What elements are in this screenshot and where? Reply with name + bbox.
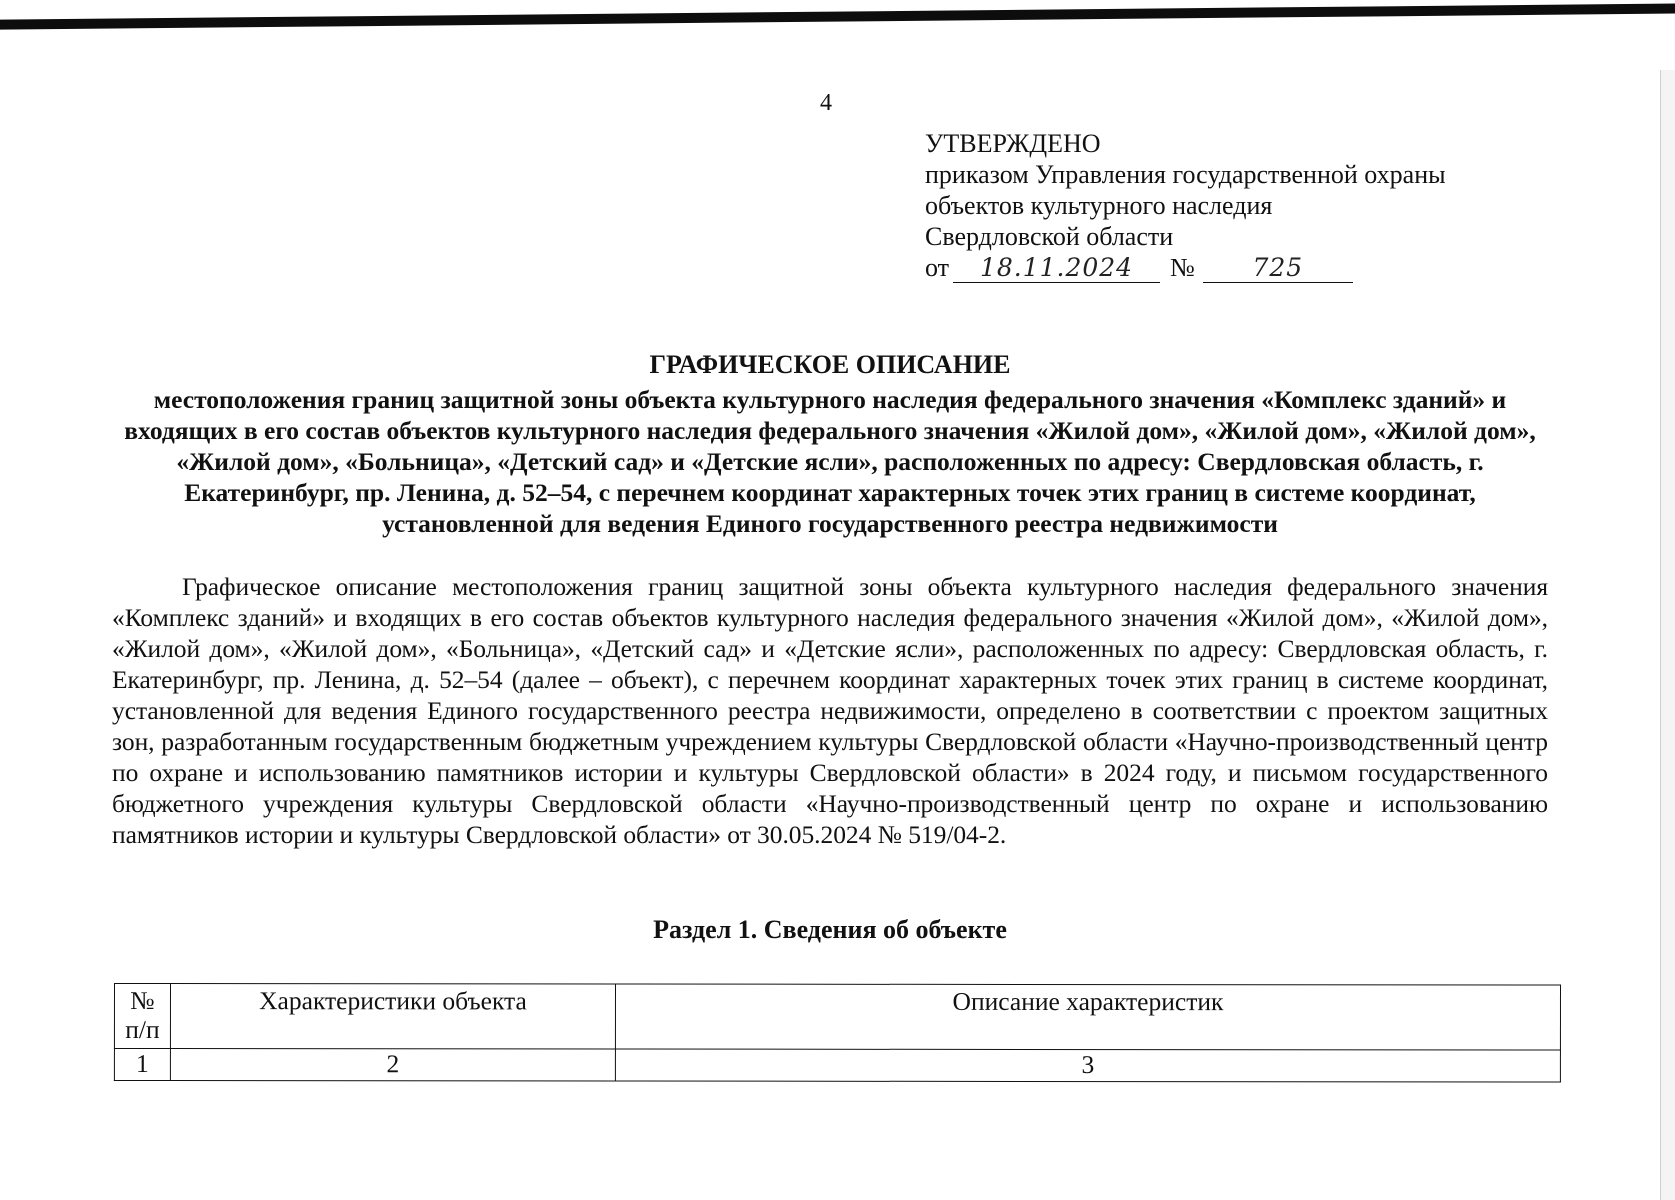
document-subtitle: местоположения границ защитной зоны объекта культурного наследия федерального значения «Комплекс зданий» и входящих в его состав объектов культурного наследия федерального значения «Жилой дом», «Жилой дом», «Жилой дом», «Жилой дом», «Больница», «Детский сад» и «Детские ясли», расположенных по адресу: Свердловская область, г. Екатеринбург, пр. Ленина, д. 52–54, с перечнем координат характерных точек этих границ в системе координат, установленной для ведения Единого государственного реестра недвижимости [124, 385, 1536, 538]
section-1-heading: Раздел 1. Сведения об объекте [653, 915, 1007, 944]
approval-line-2: объектов культурного наследия [925, 191, 1273, 220]
index-cell-3: 3 [615, 1049, 1560, 1082]
handwritten-number: 725 [1203, 254, 1353, 283]
scan-right-edge [1660, 70, 1675, 1200]
approval-block [925, 128, 1485, 283]
body-paragraph: Графическое описание местоположения границ защитной зоны объекта культурного наследия федерального значения «Комплекс зданий» и входящих в его состав объектов культурного наследия федерального значения «Жилой дом», «Жилой дом», «Жилой дом», «Жилой дом», «Больница», «Детский сад» и «Детские ясли», расположенных по адресу: Свердловская область, г. Екатеринбург, пр. Ленина, д. 52–54 (далее – объект), с перечнем координат характерных точек этих границ в системе координат, установленной для ведения Единого государственного реестра недвижимости, определено в соответствии с проектом защитных зон, разработанным государственным бюджетным учреждением культуры Свердловской области «Научно-производственный центр по охране и использованию памятников истории и культуры Свердловской области» в 2024 году, и письмом государственного бюджетного учреждения культуры Свердловской области «Научно-производственный центр по охране и использованию памятников истории и культуры Свердловской области» от 30.05.2024 № 519/04-2. [112, 572, 1548, 849]
header-cell-characteristics: Характеристики объекта [170, 984, 615, 1049]
object-info-table [114, 983, 1561, 1083]
header-cell-number: № п/п [114, 984, 170, 1049]
handwritten-date: 18.11.2024 [953, 254, 1160, 283]
header-cell-description: Описание характеристик [615, 984, 1560, 1050]
table-header-row [114, 984, 1560, 1051]
index-cell-2: 2 [170, 1049, 615, 1081]
approval-line-3: Свердловской области [925, 222, 1174, 251]
approval-date-number-row [925, 252, 1485, 283]
approval-heading: УТВЕРЖДЕНО [925, 129, 1101, 158]
number-prefix: № [1170, 253, 1195, 282]
document-title: ГРАФИЧЕСКОЕ ОПИСАНИЕ [649, 350, 1011, 379]
index-cell-1: 1 [114, 1049, 170, 1081]
approval-line-1: приказом Управления государственной охраны [925, 160, 1446, 189]
table-index-row [114, 1049, 1560, 1083]
scan-top-border [0, 0, 1675, 44]
date-prefix: от [925, 253, 950, 282]
page-number: 4 [820, 90, 832, 116]
